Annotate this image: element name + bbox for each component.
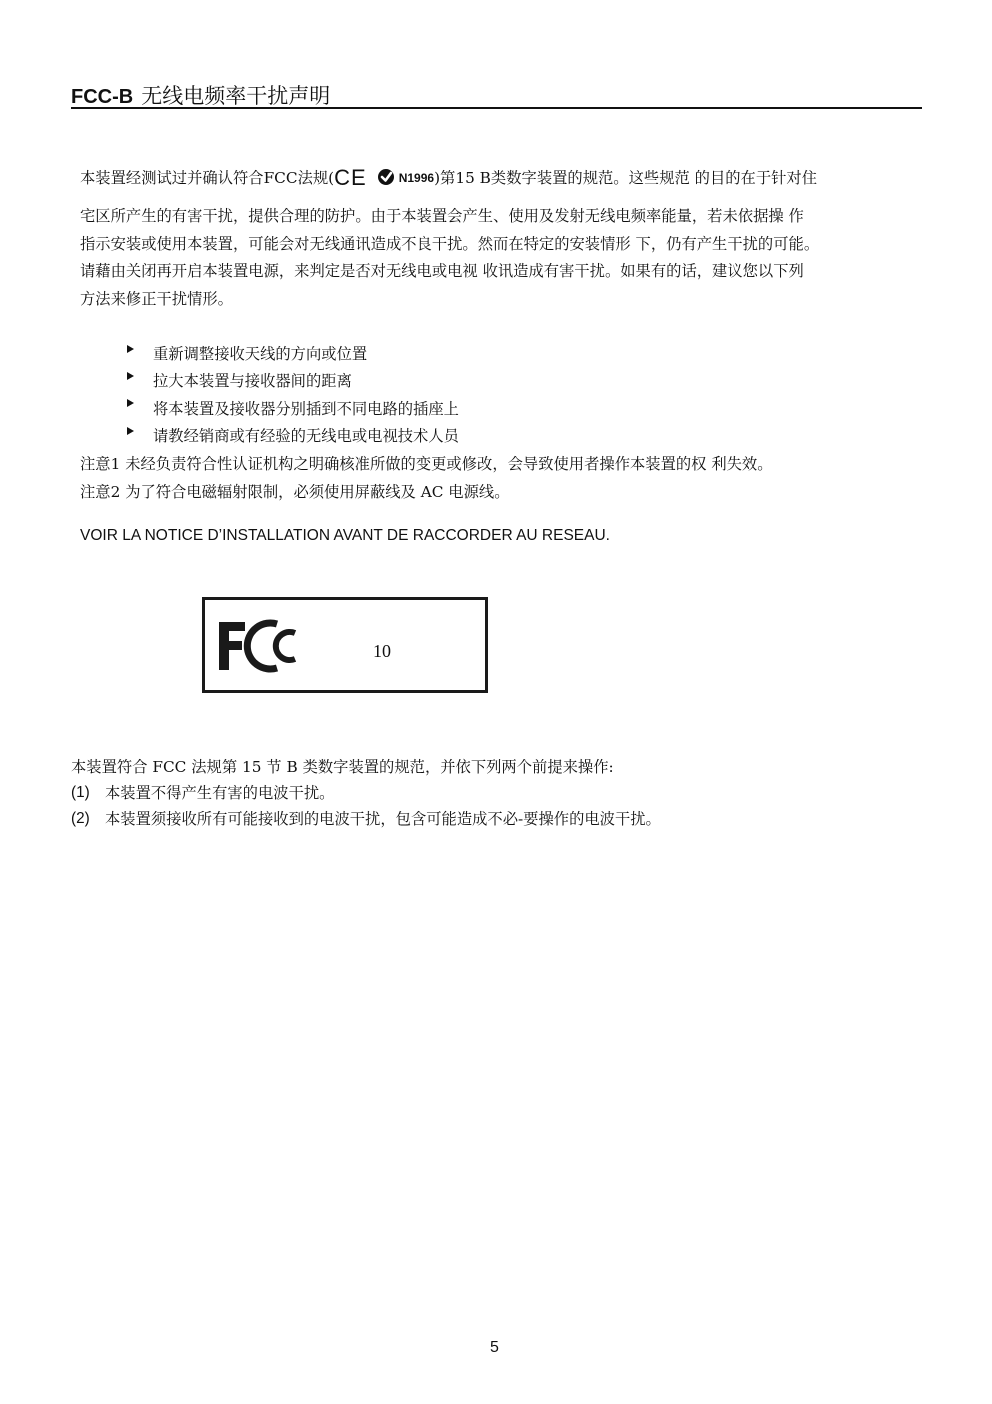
ce-mark-icon: CE (334, 165, 367, 190)
fcc-label-number: 10 (373, 641, 391, 661)
condition-2-number: (2) (71, 810, 90, 827)
condition-2-text: 本装置须接收所有可能接收到的电波干扰，包含可能造成不必-要操作的电波干扰。 (105, 810, 661, 828)
note-2: 注意2 为了符合电磁辐射限制，必须使用屏蔽线及 AC 电源线。 (80, 483, 510, 501)
intro-line-4: 请藉由关闭再开启本装置电源，来判定是否对无线电或电视 收讯造成有害干扰。如果有的话，建议您以下列 (80, 262, 804, 280)
c-tick-icon (377, 168, 397, 191)
intro-line-5: 方法来修正干扰情形。 (80, 290, 233, 308)
fcc-label-box (202, 597, 488, 693)
french-installation-notice: VOIR LA NOTICE D’INSTALLATION AVANT DE RACCORDER AU RESEAU. (80, 527, 610, 544)
condition-1-number: (1) (71, 784, 90, 801)
list-item: 重新调整接收天线的方向或位置 (153, 345, 368, 363)
title-text: 无线电频率干扰声明 (141, 84, 331, 108)
intro-line-3: 指示安装或使用本装置，可能会对无线通讯造成不良干扰。然而在特定的安装情形 下，仍有产生干扰的可能。 (80, 235, 820, 253)
title-code: FCC-B (71, 86, 134, 108)
c-tick-code: N1996 (398, 171, 435, 185)
intro-text-before-marks: 本装置经测试过并确认符合FCC法规( (80, 169, 335, 187)
list-item: 拉大本装置与接收器间的距离 (153, 372, 352, 390)
bullet-arrow-icon (127, 399, 134, 407)
bullet-arrow-icon (127, 345, 134, 353)
note-1: 注意1 未经负责符合性认证机构之明确核准所做的变更或修改，会导致使用者操作本装置的权 利失效。 (80, 455, 773, 473)
intro-text-after-marks: )第15 B类数字装置的规范。这些规范 的目的在于针对住 (434, 169, 818, 187)
intro-line-2: 宅区所产生的有害干扰，提供合理的防护。由于本装置会产生、使用及发射无线电频率能量，若未依据操 作 (80, 207, 804, 225)
page-number: 5 (490, 1339, 499, 1356)
bullet-arrow-icon (127, 372, 134, 380)
compliance-intro: 本装置符合 FCC 法规第 15 节 B 类数字装置的规范，并依下列两个前提来操作: (71, 758, 614, 776)
fcc-logo-icon (215, 618, 305, 678)
list-item: 请教经销商或有经验的无线电或电视技术人员 (153, 427, 459, 445)
title-underline (71, 107, 922, 109)
list-item: 将本装置及接收器分别插到不同电路的插座上 (153, 400, 459, 418)
condition-1-text: 本装置不得产生有害的电波干扰。 (105, 784, 335, 802)
intro-line-1 (80, 165, 818, 191)
bullet-arrow-icon (127, 427, 134, 435)
